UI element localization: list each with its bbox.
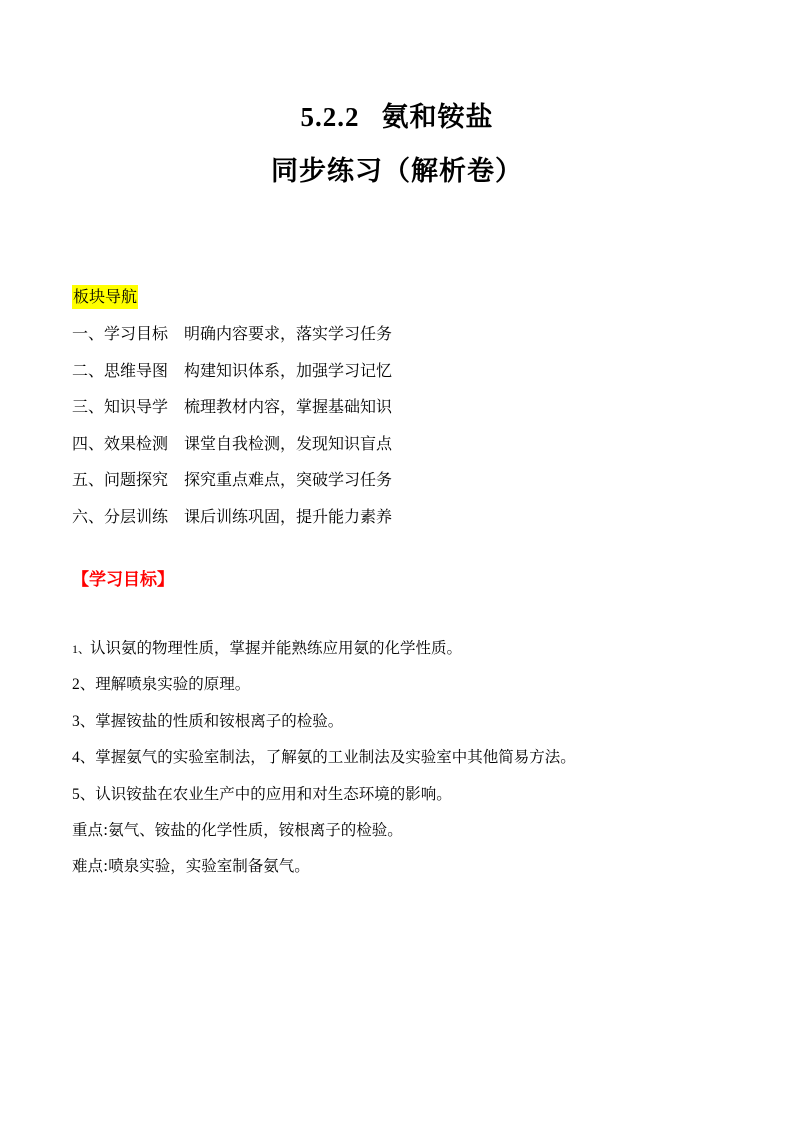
nav-item [72,322,392,359]
nav-item-desc: 梳理教材内容，掌握基础知识 [184,397,393,417]
objective-number: 2、 [72,676,96,694]
nav-item [72,505,392,542]
objective-text: 理解喷泉实验的原理。 [95,675,251,694]
lesson-number: 5.2.2 [300,102,360,132]
difficult-point-text: 喷泉实验，实验室制备氨气。 [108,857,310,876]
nav-item-label: 四、效果检测 [72,433,169,453]
nav-list [72,322,392,542]
nav-item-desc: 构建知识体系，加强学习记忆 [184,360,393,380]
nav-item [72,359,392,396]
document-title [0,100,794,135]
objective-text: 掌握铵盐的性质和铵根离子的检验。 [95,711,344,730]
objective-text: 认识氨的物理性质，掌握并能熟练应用氨的化学性质。 [90,639,463,657]
nav-item [72,395,392,432]
objective-text: 掌握氨气的实验室制法，了解氨的工业制法及实验室中其他简易方法。 [95,748,576,767]
nav-item [72,432,392,469]
key-point-text: 氨气、铵盐的化学性质，铵根离子的检验。 [108,820,403,839]
nav-item-label: 二、思维导图 [72,360,169,380]
nav-item-desc: 明确内容要求，落实学习任务 [184,324,393,343]
objectives-heading: 【学习目标】 [72,570,174,590]
nav-label: 板块导航 [72,285,138,309]
objective-number: 5、 [72,785,96,803]
objective-item [72,745,576,781]
nav-item-label: 一、学习目标 [72,324,169,343]
objective-text: 认识铵盐在农业生产中的应用和对生态环境的影响。 [95,784,452,803]
key-point [72,818,576,854]
nav-item-desc: 探究重点难点，突破学习任务 [184,470,393,490]
objective-number: 4、 [72,749,96,767]
nav-item-desc: 课堂自我检测，发现知识盲点 [184,433,393,453]
nav-item-label: 五、问题探究 [72,470,169,490]
objective-item [72,636,576,672]
difficult-point [72,854,576,890]
difficult-point-label: 难点: [72,857,109,876]
nav-item-desc: 课后训练巩固，提升能力素养 [184,506,393,526]
objective-number: 1、 [72,642,91,656]
key-point-label: 重点: [72,820,109,839]
objectives-list [72,636,576,891]
document-subtitle: 同步练习（解析卷） [271,156,523,187]
objective-item [72,709,576,745]
lesson-title: 氨和铵盐 [381,102,494,133]
objective-item [72,672,576,708]
objective-item [72,782,576,818]
objective-number: 3、 [72,712,96,730]
nav-item [72,468,392,505]
nav-item-label: 六、分层训练 [72,506,169,526]
nav-item-label: 三、知识导学 [72,397,169,417]
